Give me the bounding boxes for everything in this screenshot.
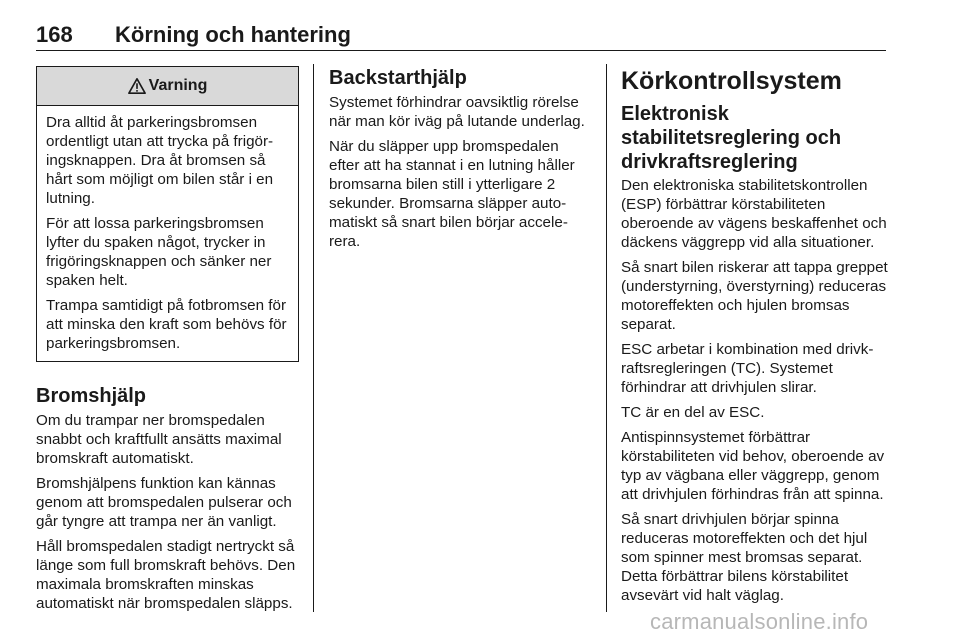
body-paragraph: ESC arbetar i kombination med drivkraftsregleringen (TC). Systemet förhindrar att drivhjulen slirar. <box>621 341 874 396</box>
body-paragraph: Bromshjälpens funktion kan kännas genom att bromspedalen pulserar och går tyngre att trampa ner än vanligt. <box>36 475 292 530</box>
warning-paragraph: Dra alltid åt parkeringsbromsen ordentligt utan att trycka på frigöringsknappen. Dra åt bromsen så hårt som möjligt om bilen står i en lutning. <box>46 114 274 207</box>
page-number: 168 <box>36 22 73 47</box>
warning-body <box>37 106 298 361</box>
warning-title: Varning <box>148 77 208 94</box>
body-paragraph: Den elektroniska stabilitetskontrollen (ESP) förbättrar körstabiliteten oberoende av vägens beskaffenhet och däckens väggrepp vid alla situationer. <box>621 177 887 251</box>
watermark: carmanualsonline.info <box>650 609 869 634</box>
chapter-title: Körning och hantering <box>115 22 351 47</box>
body-paragraph: Så snart bilen riskerar att tappa greppet (understyrning, överstyrning) reduceras motoreffekten och hjulen bromsas separat. <box>621 259 888 333</box>
chapter-section-heading: Körkontrollsystem <box>621 67 842 95</box>
warning-paragraph: Trampa samtidigt på fotbromsen för att minska den kraft som behövs för parkeringsbromsen. <box>46 297 287 352</box>
body-paragraph: TC är en del av ESC. <box>621 404 765 421</box>
warning-triangle-icon <box>128 77 146 95</box>
body-paragraph: Antispinnsystemet förbättrar körstabiliteten vid behov, oberoende av typ av vägbana eller väggrepp, genom att drivhjulen förhindras från att spinna. <box>621 429 885 503</box>
subsection-heading: Elektronisk stabilitetsreglering och drivkraftsreglering <box>621 103 842 173</box>
column-2 <box>329 66 593 257</box>
column-1 <box>36 66 299 619</box>
section-heading: Backstarthjälp <box>329 67 467 89</box>
column-3 <box>621 66 889 611</box>
section-heading: Bromshjälp <box>36 385 147 407</box>
column-divider <box>606 64 607 612</box>
page-header <box>36 20 886 51</box>
section-bromshjalp <box>36 384 299 613</box>
warning-header <box>37 67 298 106</box>
body-paragraph: När du släpper upp bromspedalen efter att ha stannat i en lutning håller bromsarna bilen still i ytterligare 2 sekunder. Bromsarna släpper automatiskt så snart bilen börjar accelerera. <box>329 138 575 250</box>
column-divider <box>313 64 314 612</box>
body-paragraph: Så snart drivhjulen börjar spinna reduceras motoreffekten och det hjul som spinner mest bromsas separat. Detta förbättrar bilens körstabilitet avsevärt vid halt väglag. <box>621 511 868 604</box>
warning-paragraph: För att lossa parkeringsbromsen lyfter du spaken något, trycker in frigöringsknappen och sänker ner spaken helt. <box>46 215 272 289</box>
body-paragraph: Systemet förhindrar oavsiktlig rörelse när man kör iväg på lutande underlag. <box>329 94 585 130</box>
warning-box <box>36 66 299 362</box>
body-paragraph: Håll bromspedalen stadigt nertryckt så länge som full bromskraft behövs. Den maximala bromskraften minskas automatiskt när bromspedalen släpps. <box>36 538 296 612</box>
body-paragraph: Om du trampar ner bromspedalen snabbt och kraftfullt ansätts maximal bromskraft automatiskt. <box>36 412 282 467</box>
